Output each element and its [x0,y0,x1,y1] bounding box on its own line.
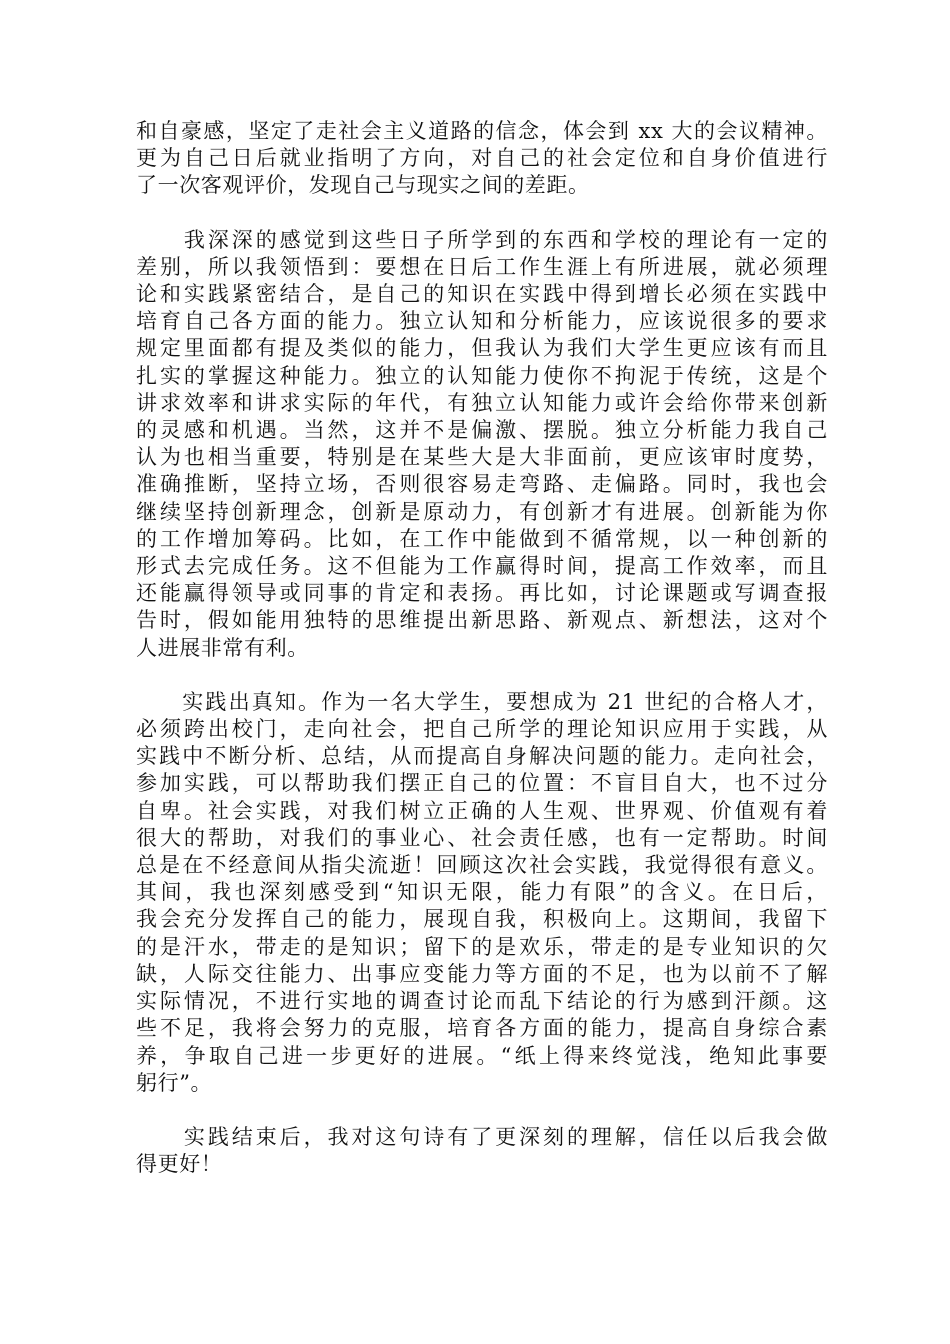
text-line: 的是汗水，带走的是知识；留下的是欢乐，带走的是专业知识的欠 [136,934,828,959]
text-line: 实践结束后，我对这句诗有了更深刻的理解，信任以后我会做 [136,1124,828,1149]
text-line: 的工作增加筹码。比如，在工作中能做到不循常规，以一种创新的 [136,526,828,551]
text-line: 认为也相当重要，特别是在某些大是大非面前，更应该审时度势， [136,445,828,470]
document-body [136,118,828,1205]
text-line: 得更好！ [136,1152,223,1177]
text-line: 人进展非常有利。 [136,635,309,660]
text-line: 自卑。社会实践，对我们树立正确的人生观、世界观、价值观有着 [136,798,828,823]
text-line: 其间，我也深刻感受到“知识无限，能力有限”的含义。在日后， [136,880,828,905]
text-line: 很大的帮助，对我们的事业心、社会责任感，也有一定帮助。时间 [136,825,828,850]
paragraph-3 [136,689,828,1097]
text-line: 论和实践紧密结合，是自己的知识在实践中得到增长必须在实践中 [136,282,828,307]
text-line: 总是在不经意间从指尖流逝！回顾这次社会实践，我觉得很有意义。 [136,853,828,878]
text-line: 更为自己日后就业指明了方向，对自己的社会定位和自身价值进行 [136,146,828,171]
paragraph-4 [136,1124,828,1178]
text-line: 实践出真知。作为一名大学生，要想成为 21 世纪的合格人才， [136,689,828,714]
text-line: 实际情况，不进行实地的调查讨论而乱下结论的行为感到汗颜。这 [136,989,828,1014]
text-line: 躬行”。 [136,1070,213,1095]
text-line: 的灵感和机遇。当然，这并不是偏激、摆脱。独立分析能力我自己 [136,418,828,443]
text-line: 了一次客观评价，发现自己与现实之间的差距。 [136,173,590,198]
text-line: 缺，人际交往能力、出事应变能力等方面的不足，也为以前不了解 [136,961,828,986]
text-line: 些不足，我将会努力的克服，培育各方面的能力，提高自身综合素 [136,1016,828,1041]
text-line: 培育自己各方面的能力。独立认知和分析能力，应该说很多的要求 [136,309,828,334]
text-line: 养，争取自己进一步更好的进展。“纸上得来终觉浅，绝知此事要 [136,1043,828,1068]
text-line: 扎实的掌握这种能力。独立的认知能力使你不拘泥于传统，这是个 [136,363,828,388]
text-line: 形式去完成任务。这不但能为工作赢得时间，提高工作效率，而且 [136,554,828,579]
text-line: 差别，所以我领悟到：要想在日后工作生涯上有所进展，就必须理 [136,254,828,279]
paragraph-2 [136,227,828,662]
text-line: 继续坚持创新理念，创新是原动力，有创新才有进展。创新能为你 [136,499,828,524]
text-line: 和自豪感，坚定了走社会主义道路的信念，体会到 xx 大的会议精神。 [136,119,828,143]
text-line: 我深深的感觉到这些日子所学到的东西和学校的理论有一定的 [136,227,828,252]
paragraph-1 [136,118,828,200]
text-line: 准确推断，坚持立场，否则很容易走弯路、走偏路。同时，我也会 [136,472,828,497]
text-line: 告时，假如能用独特的思维提出新思路、新观点、新想法，这对个 [136,608,828,633]
text-line: 规定里面都有提及类似的能力，但我认为我们大学生更应该有而且 [136,336,828,361]
text-line: 实践中不断分析、总结，从而提高自身解决问题的能力。走向社会， [136,744,828,769]
text-line: 必须跨出校门，走向社会，把自己所学的理论知识应用于实践，从 [136,717,828,742]
text-line: 参加实践，可以帮助我们摆正自己的位置：不盲目自大，也不过分 [136,771,828,796]
text-line: 我会充分发挥自己的能力，展现自我，积极向上。这期间，我留下 [136,907,828,932]
text-line: 讲求效率和讲求实际的年代，有独立认知能力或许会给你带来创新 [136,390,828,415]
text-line: 还能赢得领导或同事的肯定和表扬。再比如，讨论课题或写调查报 [136,581,828,606]
